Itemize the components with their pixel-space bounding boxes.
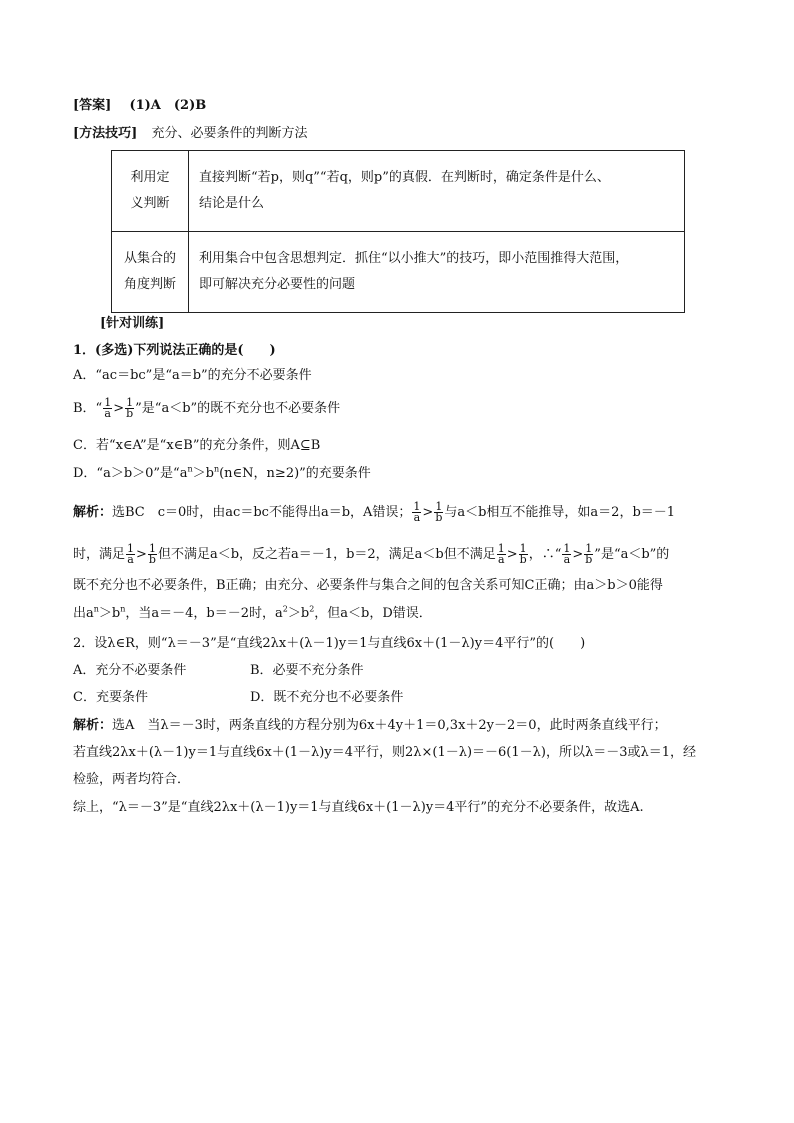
q1-option-b xyxy=(73,398,340,419)
fraction xyxy=(562,544,571,565)
text-run: 选BC c＝0时，由ac＝bc不能得出a＝b，A错误； xyxy=(112,505,412,520)
q1-option-a: A．“ac＝bc”是“a＝b”的充分不必要条件 xyxy=(73,368,312,383)
table-row-label xyxy=(112,151,189,232)
q1-option-c: C．若“x∈A”是“x∈B”的充分条件，则A⊆B xyxy=(73,438,321,453)
text-run: 出a xyxy=(73,606,94,621)
method-title: 充分、必要条件的判断方法 xyxy=(151,126,308,141)
denominator: b xyxy=(435,511,443,524)
option-b-suffix: ”是“a＜b”的既不充分也不必要条件 xyxy=(135,401,341,416)
gt-sign: > xyxy=(113,401,125,416)
sol1-line2 xyxy=(73,544,669,565)
solution-tag: 解析： xyxy=(73,718,113,733)
fraction xyxy=(584,544,593,565)
gt-sign: > xyxy=(572,547,584,562)
q1-option-d xyxy=(73,466,371,482)
denominator: a xyxy=(563,553,571,566)
answer-tag: [答案] xyxy=(73,98,112,113)
text-run: 时，满足 xyxy=(73,547,126,562)
gt-sign: > xyxy=(136,547,147,562)
gt-sign: > xyxy=(422,505,434,520)
sol2-line1 xyxy=(73,718,667,734)
text-run: ”是“a＜b”的 xyxy=(594,547,670,562)
text-run: ＞b xyxy=(192,466,214,481)
text-run: ＞b xyxy=(98,606,121,621)
fraction xyxy=(412,502,421,523)
denominator: b xyxy=(148,553,156,566)
denominator: b xyxy=(126,407,134,420)
numerator: 1 xyxy=(104,396,112,409)
q2-option-a: A．充分不必要条件 xyxy=(73,663,187,678)
numerator: 1 xyxy=(585,542,593,555)
method-table xyxy=(111,150,685,313)
q1-stem-text: 下列说法正确的是( ) xyxy=(133,343,276,358)
table-row-desc xyxy=(189,232,685,313)
denominator: b xyxy=(585,553,593,566)
text-run: (n∈N，n≥2)”的充要条件 xyxy=(219,466,371,481)
superscript: n xyxy=(120,604,126,614)
sol2-line2: 若直线2λx＋(λ－1)y＝1与直线6x＋(1－λ)y＝4平行，则2λ×(1－λ)＝－6(1－λ)，所以λ＝－3或λ＝1，经 xyxy=(73,745,696,760)
sol1-line3: 既不充分也不必要条件，B正确；由充分、必要条件与集合之间的包含关系可知C正确；由a＞b＞0能得 xyxy=(73,578,663,593)
sol2-line4: 综上，“λ＝－3”是“直线2λx＋(λ－1)y＝1与直线6x＋(1－λ)y＝4平行”的充分不必要条件，故选A. xyxy=(73,800,644,815)
numerator: 1 xyxy=(148,542,156,555)
denominator: a xyxy=(104,407,111,420)
method-tag: [方法技巧] xyxy=(73,126,138,141)
gt-sign: > xyxy=(506,547,518,562)
desc-line: 直接判断“若p，则q”“若q，则p”的真假．在判断时，确定条件是什么、 xyxy=(199,170,610,185)
denominator: a xyxy=(127,553,134,566)
training-heading: [针对训练] xyxy=(100,316,165,331)
numerator: 1 xyxy=(413,500,421,513)
text-run: D．“a＞b＞0”是“a xyxy=(73,466,188,481)
superscript: 2 xyxy=(309,604,315,614)
q1-tag: (多选) xyxy=(95,343,134,358)
fraction xyxy=(519,544,528,565)
answer-text: (1)A (2)B xyxy=(129,98,207,113)
fraction xyxy=(125,398,134,419)
label-line: 义判断 xyxy=(130,196,170,211)
text-run: ＞b xyxy=(287,606,310,621)
desc-line: 结论是什么 xyxy=(199,196,265,211)
desc-line: 即可解决充分必要性的问题 xyxy=(199,277,356,292)
superscript: n xyxy=(187,464,193,474)
numerator: 1 xyxy=(126,396,134,409)
sol1-line1 xyxy=(73,502,675,523)
fraction xyxy=(148,544,157,565)
solution-tag: 解析： xyxy=(73,505,113,520)
text-run: 但不满足a＜b，反之若a＝－1，b＝2，满足a＜b但不满足 xyxy=(157,547,496,562)
q2-option-c: C．充要条件 xyxy=(73,690,148,705)
text-run: ，∴“ xyxy=(528,547,562,562)
denominator: b xyxy=(519,553,527,566)
numerator: 1 xyxy=(435,500,443,513)
fraction xyxy=(497,544,506,565)
q1-number: 1． xyxy=(73,343,96,358)
fraction xyxy=(126,544,135,565)
denominator: a xyxy=(413,511,421,524)
label-line: 利用定 xyxy=(130,170,170,185)
text-run: ，但a＜b，D错误． xyxy=(314,606,432,621)
fraction xyxy=(103,398,112,419)
q1-stem xyxy=(73,343,276,359)
q2-option-d: D．既不充分也不必要条件 xyxy=(250,690,404,705)
q2-stem: 2．设λ∈R，则“λ＝－3”是“直线2λx＋(λ－1)y＝1与直线6x＋(1－λ)y＝4平行”的( ) xyxy=(73,636,586,651)
numerator: 1 xyxy=(519,542,527,555)
numerator: 1 xyxy=(563,542,571,555)
superscript: n xyxy=(93,604,99,614)
numerator: 1 xyxy=(497,542,505,555)
text-run: 选A 当λ＝－3时，两条直线的方程分别为6x＋4y＋1＝0,3x＋2y－2＝0，此时两条直线平行； xyxy=(112,718,667,733)
superscript: 2 xyxy=(282,604,288,614)
sol1-line4 xyxy=(73,606,432,622)
label-line: 从集合的 xyxy=(123,251,176,266)
option-b-prefix: B．“ xyxy=(73,401,103,416)
q2-option-b: B．必要不充分条件 xyxy=(250,663,364,678)
fraction xyxy=(434,502,443,523)
sol2-line3: 检验，两者均符合． xyxy=(73,772,191,787)
superscript: n xyxy=(213,464,220,474)
label-line: 角度判断 xyxy=(123,277,176,292)
table-row-desc xyxy=(189,151,685,232)
text-run: 与a＜b相互不能推导，如a＝2，b＝－1 xyxy=(444,505,676,520)
denominator: a xyxy=(497,553,505,566)
text-run: ，当a＝－4，b＝－2时，a xyxy=(125,606,283,621)
answer-line xyxy=(73,98,206,114)
table-row xyxy=(112,151,685,232)
desc-line: 利用集合中包含思想判定．抓住“以小推大”的技巧，即小范围推得大范围， xyxy=(199,251,629,266)
method-heading xyxy=(73,126,307,142)
table-row xyxy=(112,232,685,313)
table-row-label xyxy=(112,232,189,313)
numerator: 1 xyxy=(127,542,135,555)
